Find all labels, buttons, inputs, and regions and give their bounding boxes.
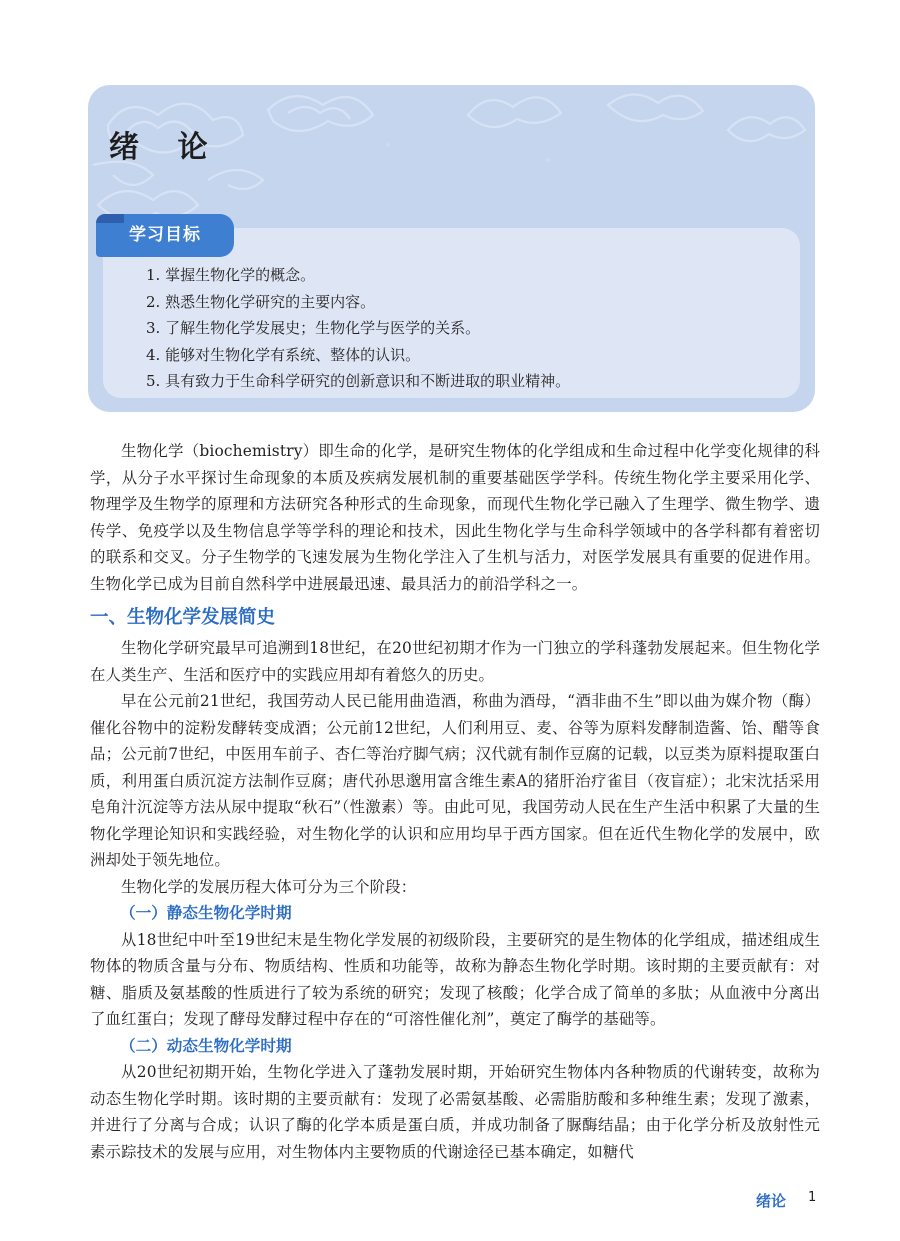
objective-item: 1. 掌握生物化学的概念。 xyxy=(146,266,316,284)
history-paragraph-3: 生物化学的发展历程大体可分为三个阶段： xyxy=(121,877,417,896)
learning-objectives-list xyxy=(146,262,570,395)
page-number: 1 xyxy=(808,1190,817,1205)
chapter-title: 绪 论 xyxy=(109,130,222,165)
history-paragraph-2: 早在公元前21世纪，我国劳动人民已能用曲造酒，称曲为酒母，“酒非曲不生”即以曲为媒介物（酶）催化谷物中的淀粉发酵转变成酒；公元前12世纪，人们利用豆、麦、谷等为原料发酵制造酱、饴、醋等食品；公元前7世纪，中医用车前子、杏仁等治疗脚气病；汉代就有制作豆腐的记载，以豆类为原料提取蛋白质，利用蛋白质沉淀方法制作豆腐；唐代孙思邈用富含维生素A的猪肝治疗雀目（夜盲症）；北宋沈括采用皂角汁沉淀等方法从尿中提取“秋石”（性激素）等。由此可见，我国劳动人民在生产生活中积累了大量的生物化学理论知识和实践经验，对生物化学的认识和应用均早于西方国家。但在近代生物化学的发展中，欧洲却处于领先地位。 xyxy=(90,692,820,869)
subsection-heading-static: （一）静态生物化学时期 xyxy=(120,904,292,922)
main-content xyxy=(90,438,820,1165)
running-footer-title: 绪论 xyxy=(756,1192,787,1210)
dynamic-period-paragraph: 从20世纪初期开始，生物化学进入了蓬勃发展时期，开始研究生物体内各种物质的代谢转变，故称为动态生物化学时期。该时期的主要贡献有：发现了必需氨基酸、必需脂肪酸和多种维生素；发现了激素，并进行了分离与合成；认识了酶的化学本质是蛋白质，并成功制备了脲酶结晶；由于化学分析及放射性元素示踪技术的发展与应用，对生物体内主要物质的代谢途径已基本确定，如糖代 xyxy=(90,1063,820,1161)
objective-item: 2. 熟悉生物化学研究的主要内容。 xyxy=(146,292,376,311)
intro-paragraph: 生物化学（biochemistry）即生命的化学，是研究生物体的化学组成和生命过程中化学变化规律的科学，从分子水平探讨生命现象的本质及疾病发展机制的重要基础医学学科。传统生物化学主要采用化学、物理学及生物学的原理和方法研究各种形式的生命现象，而现代生物化学已融入了生理学、微生物学、遗传学、免疫学以及生物信息学等学科的理论和技术，因此生物化学与生命科学领域中的各学科都有着密切的联系和交叉。分子生物学的飞速发展为生物化学注入了生机与活力，对医学发展具有重要的促进作用。生物化学已成为目前自然科学中进展最迅速、最具活力的前沿学科之一。 xyxy=(90,442,820,593)
objective-item: 3. 了解生物化学发展史；生物化学与医学的关系。 xyxy=(146,319,481,337)
learning-objectives-label: 学习目标 xyxy=(129,225,201,245)
static-period-paragraph: 从18世纪中叶至19世纪末是生物化学发展的初级阶段，主要研究的是生物体的化学组成，描述组成生物体的物质含量与分布、物质结构、性质和功能等，故称为静态生物化学时期。该时期的主要贡献有：对糖、脂质及氨基酸的性质进行了较为系统的研究；发现了核酸；化学合成了简单的多肽；从血液中分离出了血红蛋白；发现了酵母发酵过程中存在的“可溶性催化剂”，奠定了酶学的基础等。 xyxy=(90,930,820,1028)
section-heading-history: 一、生物化学发展简史 xyxy=(90,607,276,628)
learning-objectives-tab xyxy=(96,214,234,257)
objective-item: 5. 具有致力于生命科学研究的创新意识和不断进取的职业精神。 xyxy=(146,372,571,390)
objective-item: 4. 能够对生物化学有系统、整体的认识。 xyxy=(146,345,421,364)
history-paragraph-1: 生物化学研究最早可追溯到18世纪，在20世纪初期才作为一门独立的学科蓬勃发展起来。但生物化学在人类生产、生活和医疗中的实践应用却有着悠久的历史。 xyxy=(90,639,820,684)
subsection-heading-dynamic: （二）动态生物化学时期 xyxy=(120,1036,292,1055)
